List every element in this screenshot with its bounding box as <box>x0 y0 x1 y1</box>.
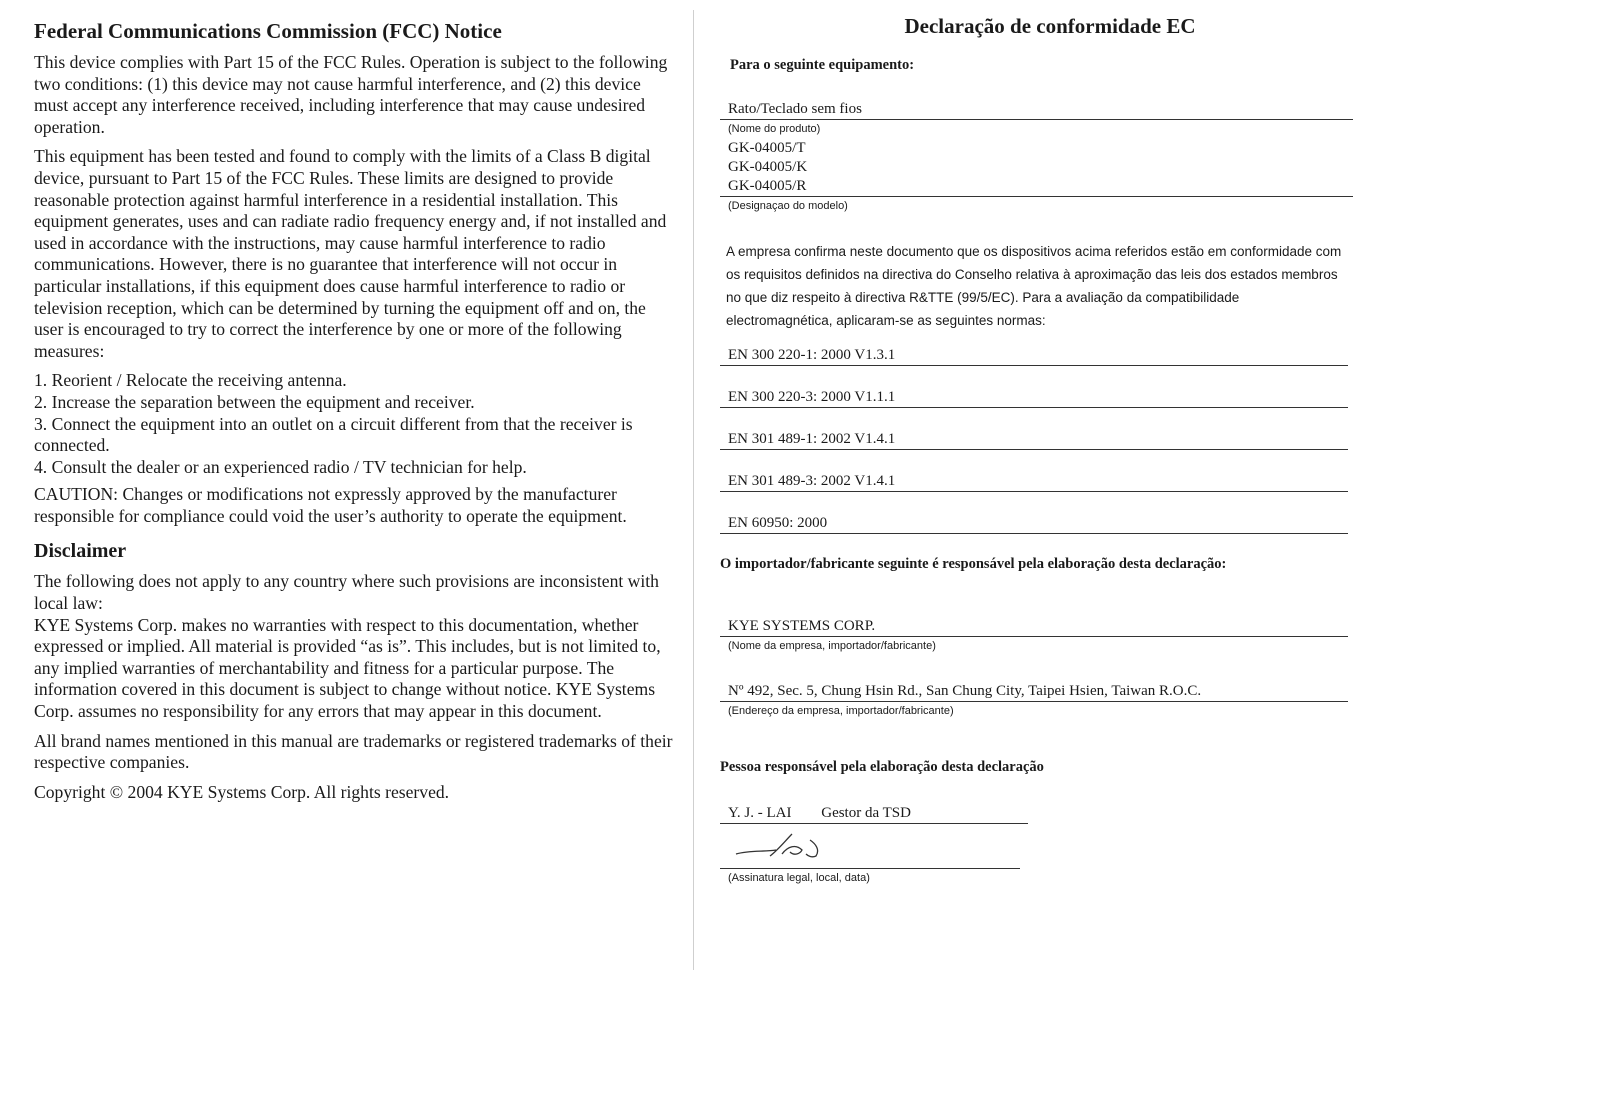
signatory-role: Gestor da TSD <box>821 805 911 821</box>
model-caption: (Designaçao do modelo) <box>728 200 848 212</box>
fcc-paragraph-1: This device complies with Part 15 of the FCC Rules. Operation is subject to the following two conditions: (1) this device may not cause harmful interference, and (2) this device must accept any interference received, including interference that may cause undesired operation. <box>34 52 668 137</box>
company-name: KYE SYSTEMS CORP. <box>720 617 1348 637</box>
norm-item: EN 300 220-1: 2000 V1.3.1 <box>720 346 1348 366</box>
signatory-name: Y. J. - LAI <box>728 805 792 821</box>
norm-item: EN 301 489-1: 2002 V1.4.1 <box>720 430 1348 450</box>
product-caption: (Nome do produto) <box>728 123 821 135</box>
ec-title: Declaração de conformidade EC <box>904 14 1196 38</box>
disclaimer-paragraph-3: All brand names mentioned in this manual are trademarks or registered trademarks of their respective companies. <box>34 730 673 773</box>
model-item: GK-04005/R <box>720 177 1353 197</box>
model-item: GK-04005/T <box>728 140 806 156</box>
equipment-label: Para o seguinte equipamento: <box>730 57 915 73</box>
norm-item: EN 301 489-3: 2002 V1.4.1 <box>720 472 1348 492</box>
handwritten-signature <box>730 828 870 868</box>
list-item: 4. Consult the dealer or an experienced radio / TV technician for help. <box>34 456 527 477</box>
model-item: GK-04005/K <box>728 159 808 175</box>
fcc-caution: CAUTION: Changes or modifications not expressly approved by the manufacturer responsible for compliance could void the user’s authority to operate the equipment. <box>34 484 627 526</box>
product-name: Rato/Teclado sem fios <box>720 100 1353 120</box>
signature-area <box>720 824 1020 869</box>
fcc-column <box>34 18 674 811</box>
list-item: 2. Increase the separation between the equipment and receiver. <box>34 391 475 412</box>
norms-list <box>720 346 1380 534</box>
signature-caption: (Assinatura legal, local, data) <box>728 872 870 884</box>
model-list <box>720 139 1380 197</box>
norm-item: EN 60950: 2000 <box>720 514 1348 534</box>
ec-declaration <box>720 14 1380 884</box>
importer-label: O importador/fabricante seguinte é responsável pela elaboração desta declaração: <box>720 556 1227 572</box>
disclaimer-paragraph-1: The following does not apply to any country where such provisions are inconsistent with local law: <box>34 571 659 614</box>
fcc-paragraph-2: This equipment has been tested and found to comply with the limits of a Class B digital device, pursuant to Part 15 of the FCC Rules. These limits are designed to provide reasonable protection against harmful interference in a residential installation. This equipment generates, uses and can radiate radio frequency energy and, if not installed and used in accordance with the instructions, may cause harmful interference to radio communications. However, there is no guarantee that interference will not occur in particular installations, if this equipment does cause harmful interference to radio or television reception, which can be determined by turning the equipment off and on, the user is encouraged to try to correct the interference by one or more of the following measures: <box>34 146 667 361</box>
signatory-field <box>720 804 1028 824</box>
copyright-notice: Copyright © 2004 KYE Systems Corp. All rights reserved. <box>34 781 450 802</box>
fcc-title: Federal Communications Commission (FCC) Notice <box>34 19 502 43</box>
company-address: Nº 492, Sec. 5, Chung Hsin Rd., San Chung City, Taipei Hsien, Taiwan R.O.C. <box>720 682 1348 702</box>
column-divider <box>693 10 694 970</box>
list-item: 1. Reorient / Relocate the receiving antenna. <box>34 370 347 391</box>
company-caption: (Nome da empresa, importador/fabricante) <box>728 640 936 652</box>
norm-item: EN 300 220-3: 2000 V1.1.1 <box>720 388 1348 408</box>
conformity-statement: A empresa confirma neste documento que os dispositivos acima referidos estão em conformidade com os requisitos definidos na directiva do Conselho relativa à aproximação das leis dos estados membros no que diz respeito à directiva R&TTE (99/5/EC). Para a avaliação da compatibilidade electromagnética, aplicaram-se as seguintes normas: <box>726 244 1342 328</box>
fcc-measures-list <box>34 370 674 478</box>
disclaimer-title: Disclaimer <box>34 540 127 563</box>
disclaimer-paragraph-2: KYE Systems Corp. makes no warranties with respect to this documentation, whether expressed or implied. All material is provided “as is”. This includes, but is not limited to, any implied warranties of merchantability and fitness for a particular purpose. The information covered in this document is subject to change without notice. KYE Systems Corp. assumes no responsibility for any errors that may appear in this document. <box>34 614 661 722</box>
list-item: 3. Connect the equipment into an outlet on a circuit different from that the receiver is connected. <box>34 413 633 456</box>
responsible-label: Pessoa responsável pela elaboração desta declaração <box>720 759 1044 775</box>
address-caption: (Endereço da empresa, importador/fabricante) <box>728 705 954 717</box>
